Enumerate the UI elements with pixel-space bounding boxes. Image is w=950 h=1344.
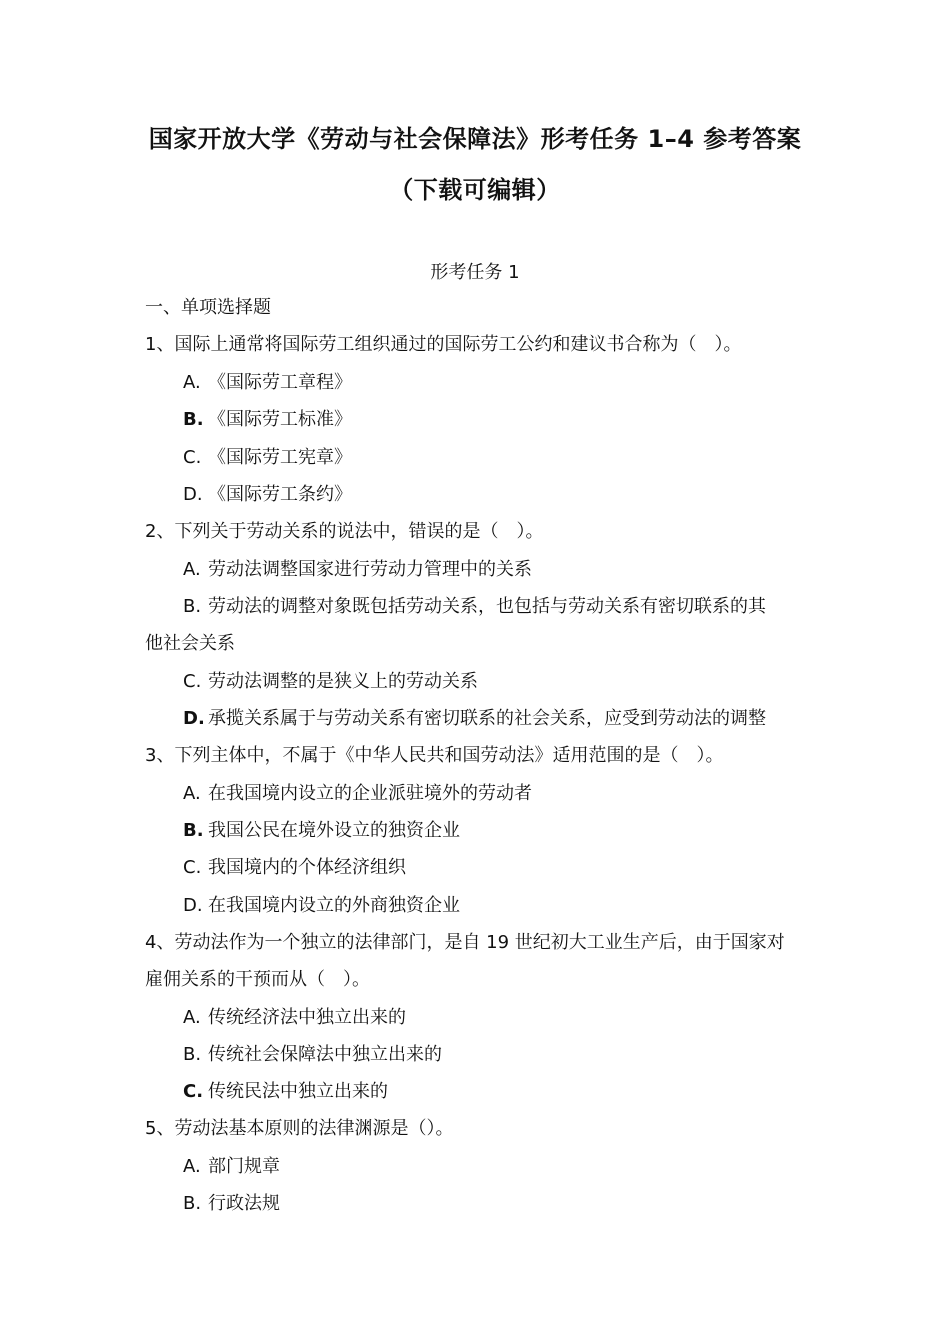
option-4c (183, 1080, 388, 1104)
question-5: 5、劳动法基本原则的法律渊源是（）。 (145, 1118, 454, 1139)
option-letter: A. (183, 1007, 201, 1028)
option-5b (183, 1192, 280, 1216)
option-text: 我国公民在境外设立的独资企业 (208, 820, 460, 841)
option-letter: B. (183, 1193, 202, 1214)
option-text: 劳动法调整国家进行劳动力管理中的关系 (208, 559, 532, 580)
question-4-continuation: 雇佣关系的干预而从（ ）。 (145, 969, 370, 990)
option-letter: A. (183, 559, 201, 580)
option-2a (183, 558, 532, 582)
option-1d (183, 483, 352, 507)
question-2: 2、下列关于劳动关系的说法中，错误的是（ ）。 (145, 521, 544, 542)
option-text: 劳动法的调整对象既包括劳动关系，也包括与劳动关系有密切联系的其 (208, 596, 766, 617)
option-text: 在我国境内设立的外商独资企业 (208, 895, 460, 916)
option-text: 承揽关系属于与劳动关系有密切联系的社会关系，应受到劳动法的调整 (208, 708, 766, 729)
option-4b (183, 1043, 442, 1067)
option-text: 《国际劳工标准》 (208, 409, 352, 430)
option-text: 传统民法中独立出来的 (208, 1081, 388, 1102)
option-1c (183, 446, 352, 470)
option-letter: C. (183, 1081, 204, 1102)
option-text: 传统经济法中独立出来的 (208, 1007, 406, 1028)
option-3b (183, 819, 460, 843)
option-text: 我国境内的个体经济组织 (208, 857, 406, 878)
option-text: 传统社会保障法中独立出来的 (208, 1044, 442, 1065)
option-letter: D. (183, 484, 203, 505)
part-heading: 一、单项选择题 (145, 297, 271, 318)
option-3d (183, 894, 460, 918)
option-letter: C. (183, 857, 202, 878)
option-text: 在我国境内设立的企业派驻境外的劳动者 (208, 783, 532, 804)
option-letter: B. (183, 596, 202, 617)
option-text: 《国际劳工宪章》 (208, 447, 352, 468)
document-subtitle: （下载可编辑） (389, 176, 561, 204)
option-4a (183, 1006, 406, 1030)
option-text: 《国际劳工章程》 (208, 372, 352, 393)
option-text: 部门规章 (208, 1156, 280, 1177)
document-title: 国家开放大学《劳动与社会保障法》形考任务 1–4 参考答案 (148, 125, 802, 153)
option-text: 劳动法调整的是狭义上的劳动关系 (208, 671, 478, 692)
question-1: 1、国际上通常将国际劳工组织通过的国际劳工公约和建议书合称为（ ）。 (145, 334, 742, 355)
option-letter: C. (183, 447, 202, 468)
option-letter: A. (183, 372, 201, 393)
option-3c (183, 856, 406, 880)
option-1b (183, 408, 352, 432)
option-letter: A. (183, 1156, 201, 1177)
option-letter: D. (183, 895, 203, 916)
option-5a (183, 1155, 280, 1179)
option-letter: B. (183, 409, 204, 430)
option-letter: B. (183, 1044, 202, 1065)
section-heading: 形考任务 1 (430, 262, 520, 283)
option-text: 行政法规 (208, 1193, 280, 1214)
option-letter: C. (183, 671, 202, 692)
question-4: 4、劳动法作为一个独立的法律部门，是自 19 世纪初大工业生产后，由于国家对 (145, 932, 785, 953)
option-2c (183, 670, 478, 694)
option-2b-continuation: 他社会关系 (145, 633, 235, 654)
option-3a (183, 782, 532, 806)
question-3: 3、下列主体中，不属于《中华人民共和国劳动法》适用范围的是（ ）。 (145, 745, 724, 766)
option-2b (183, 595, 766, 619)
option-letter: A. (183, 783, 201, 804)
option-text: 《国际劳工条约》 (208, 484, 352, 505)
option-letter: D. (183, 708, 205, 729)
option-2d (183, 707, 766, 731)
option-1a (183, 371, 352, 395)
option-letter: B. (183, 820, 204, 841)
